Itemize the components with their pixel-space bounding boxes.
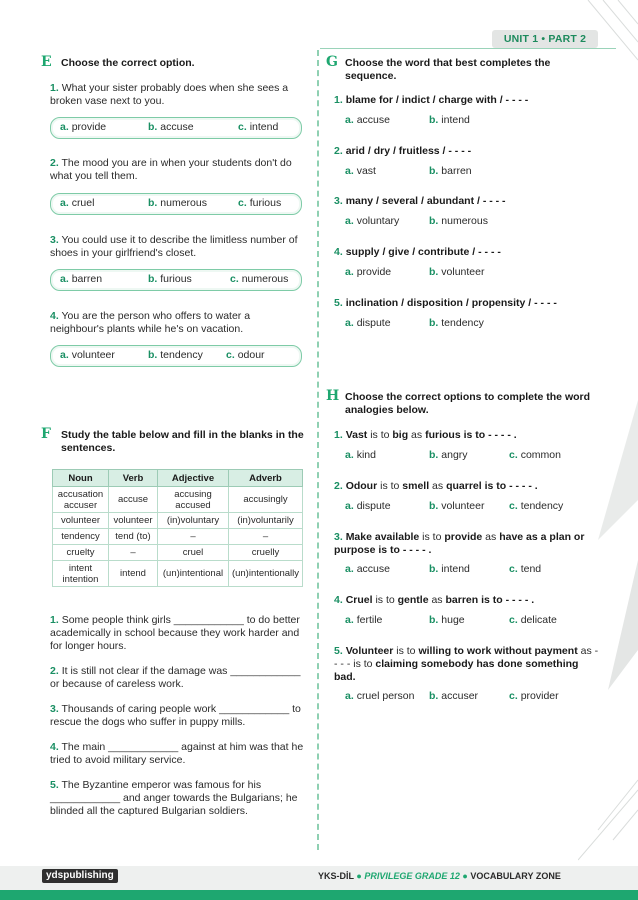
- f-sentence-4: 4. The main ____________ against at him was that he tried to avoid military service.: [50, 741, 304, 766]
- section-e-letter: E: [41, 54, 52, 70]
- table-header-cell: Adjective: [158, 470, 229, 487]
- h-question-1: 1. Vast is to big as furious is to - - - - .: [334, 429, 517, 441]
- e-question-3: 3. You could use it to describe the limitless number of shoes in your girlfriend's closet.: [50, 234, 298, 259]
- h3-option-c[interactable]: c. tend: [509, 563, 542, 575]
- h4-option-a[interactable]: a. fertile: [345, 614, 383, 626]
- e1-option-b[interactable]: b. accuse: [148, 121, 194, 133]
- header-rule: [320, 48, 616, 49]
- h4-option-b[interactable]: b. huge: [429, 614, 465, 626]
- table-header-cell: Adverb: [229, 470, 303, 487]
- footer-bullet-icon: ●: [356, 871, 362, 881]
- table-row: [53, 487, 303, 513]
- h-question-2: 2. Odour is to smell as quarrel is to - - - - .: [334, 480, 538, 492]
- table-row: [53, 545, 303, 561]
- table-header-cell: Verb: [109, 470, 158, 487]
- h5-option-c[interactable]: c. provider: [509, 690, 559, 702]
- publisher-logo: ydspublishing: [42, 869, 118, 883]
- section-h-letter: H: [326, 388, 340, 404]
- g-question-5: 5. inclination / disposition / propensity / - - - -: [334, 297, 557, 309]
- table-cell: –: [158, 529, 229, 545]
- table-cell: volunteer: [109, 513, 158, 529]
- table-cell: –: [229, 529, 303, 545]
- table-cell: cruel: [158, 545, 229, 561]
- unit-label: UNIT 1 • PART 2: [492, 30, 598, 48]
- h4-option-c[interactable]: c. delicate: [509, 614, 557, 626]
- table-cell: cruelly: [229, 545, 303, 561]
- section-f-title: Study the table below and fill in the blanks in the sentences.: [61, 429, 304, 454]
- footer-series: PRIVILEGE GRADE 12: [364, 871, 460, 881]
- e3-option-a[interactable]: a. barren: [60, 273, 103, 285]
- table-cell: intend: [109, 561, 158, 587]
- g4-option-a[interactable]: a. provide: [345, 266, 392, 278]
- table-cell: (in)voluntarily: [229, 513, 303, 529]
- g-question-2: 2. arid / dry / fruitless / - - - -: [334, 145, 472, 157]
- table-header-cell: Noun: [53, 470, 109, 487]
- f-sentence-3: 3. Thousands of caring people work ____________ to rescue the dogs who suffer in puppy mills.: [50, 703, 301, 728]
- e-question-2: 2. The mood you are in when your students don't do what you tell them.: [50, 157, 292, 182]
- section-g-letter: G: [326, 54, 338, 70]
- e2-option-b[interactable]: b. numerous: [148, 197, 207, 209]
- table-cell: (in)voluntary: [158, 513, 229, 529]
- table-row: [53, 561, 303, 587]
- f-sentence-2: 2. It is still not clear if the damage was ____________ or because of careless work.: [50, 665, 301, 690]
- e3-option-b[interactable]: b. furious: [148, 273, 192, 285]
- table-cell: cruelty: [53, 545, 109, 561]
- table-cell: (un)intentional: [158, 561, 229, 587]
- e1-option-a[interactable]: a. provide: [60, 121, 107, 133]
- footer-title: [318, 870, 561, 882]
- e-question-1: 1. What your sister probably does when she sees a broken vase next to you.: [50, 82, 289, 107]
- footer-book: VOCABULARY ZONE: [470, 871, 561, 881]
- f-sentence-1: 1. Some people think girls ____________ to do better academically in school because they work harder and for longer hours.: [50, 614, 300, 652]
- h-question-4: 4. Cruel is to gentle as barren is to - - - - .: [334, 594, 535, 606]
- section-h-title: Choose the correct options to complete the word analogies below.: [345, 391, 591, 416]
- g2-option-a[interactable]: a. vast: [345, 165, 376, 177]
- g-question-3: 3. many / several / abundant / - - - -: [334, 195, 506, 207]
- e4-option-c[interactable]: c. odour: [226, 349, 265, 361]
- table-cell: accusation accuser: [53, 487, 109, 513]
- h-question-3: 3. Make available is to provide as have as a plan or purpose is to - - - - .: [334, 531, 585, 556]
- e-question-4: 4. You are the person who offers to water a neighbour's plants while he's on vacation.: [50, 310, 251, 335]
- decorative-stripes: [578, 0, 638, 900]
- section-e-title: Choose the correct option.: [61, 57, 195, 69]
- h-question-5: 5. Volunteer is to willing to work without payment as - - - - is to claiming somebody has done something bad.: [334, 645, 599, 683]
- e2-option-c[interactable]: c. furious: [238, 197, 282, 209]
- g3-option-a[interactable]: a. voluntary: [345, 215, 400, 227]
- g5-option-b[interactable]: b. tendency: [429, 317, 484, 329]
- h1-option-b[interactable]: b. angry: [429, 449, 468, 461]
- g1-option-a[interactable]: a. accuse: [345, 114, 390, 126]
- table-row: [53, 529, 303, 545]
- table-cell: accusingly: [229, 487, 303, 513]
- table-cell: accusing accused: [158, 487, 229, 513]
- table-row: [53, 513, 303, 529]
- h1-option-c[interactable]: c. common: [509, 449, 561, 461]
- e4-option-a[interactable]: a. volunteer: [60, 349, 115, 361]
- h5-option-b[interactable]: b. accuser: [429, 690, 479, 702]
- table-cell: intent intention: [53, 561, 109, 587]
- footer-bullet-icon: ●: [462, 871, 468, 881]
- g4-option-b[interactable]: b. volunteer: [429, 266, 485, 278]
- h1-option-a[interactable]: a. kind: [345, 449, 376, 461]
- table-cell: tendency: [53, 529, 109, 545]
- footer-accent-bar: [0, 890, 638, 900]
- word-forms-table: [52, 469, 303, 587]
- e4-option-b[interactable]: b. tendency: [148, 349, 203, 361]
- h2-option-a[interactable]: a. dispute: [345, 500, 391, 512]
- e3-option-c[interactable]: c. numerous: [230, 273, 289, 285]
- table-cell: (un)intentionally: [229, 561, 303, 587]
- h5-option-a[interactable]: a. cruel person: [345, 690, 415, 702]
- g5-option-a[interactable]: a. dispute: [345, 317, 391, 329]
- h3-option-a[interactable]: a. accuse: [345, 563, 390, 575]
- g-question-4: 4. supply / give / contribute / - - - -: [334, 246, 501, 258]
- column-divider: [317, 50, 319, 850]
- table-cell: –: [109, 545, 158, 561]
- table-header-row: [53, 470, 303, 487]
- table-cell: volunteer: [53, 513, 109, 529]
- g2-option-b[interactable]: b. barren: [429, 165, 472, 177]
- e1-option-c[interactable]: c. intend: [238, 121, 279, 133]
- section-f-letter: F: [41, 426, 51, 442]
- footer-exam: YKS-DİL: [318, 871, 354, 881]
- f-sentence-5: 5. The Byzantine emperor was famous for his ____________ and anger towards the Bulgarians; he blinded all the captured Bulgarian soldiers.: [50, 779, 298, 817]
- g1-option-b[interactable]: b. intend: [429, 114, 470, 126]
- h2-option-b[interactable]: b. volunteer: [429, 500, 485, 512]
- g3-option-b[interactable]: b. numerous: [429, 215, 488, 227]
- h2-option-c[interactable]: c. tendency: [509, 500, 564, 512]
- e2-option-a[interactable]: a. cruel: [60, 197, 95, 209]
- table-cell: accuse: [109, 487, 158, 513]
- h3-option-b[interactable]: b. intend: [429, 563, 470, 575]
- section-g-title: Choose the word that best completes the sequence.: [345, 57, 551, 82]
- g-question-1: 1. blame for / indict / charge with / - - - -: [334, 94, 529, 106]
- table-cell: tend (to): [109, 529, 158, 545]
